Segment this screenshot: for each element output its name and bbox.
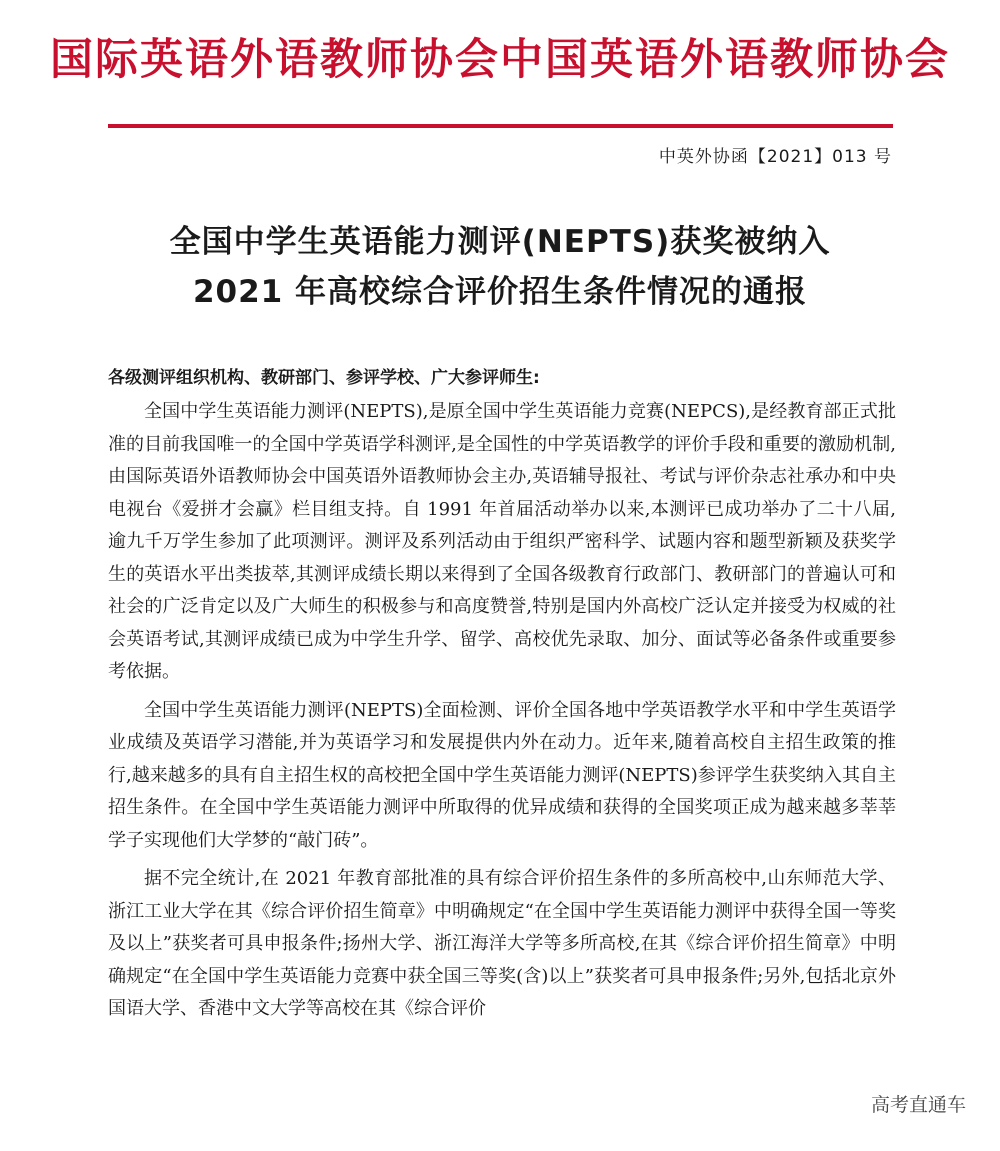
watermark-source-label: 高考直通车 [867, 1088, 970, 1119]
salutation: 各级测评组织机构、教研部门、参评学校、广大参评师生: [108, 368, 540, 388]
letterhead-red-rule [108, 124, 893, 128]
notice-body [108, 396, 896, 1032]
body-paragraph-2: 全国中学生英语能力测评(NEPTS)全面检测、评价全国各地中学英语教学水平和中学生英语学业成绩及英语学习潜能,并为英语学习和发展提供内外在动力。近年来,随着高校自主招生政策的推行,越来越多的具有自主招生权的高校把全国中学生英语能力测评(NEPTS)参评学生获奖纳入其自主招生条件。在全国中学生英语能力测评中所取得的优异成绩和获得的全国奖项正成为越来越多莘莘学子实现他们大学梦的“敲门砖”。 [108, 699, 896, 851]
document-number: 中英外协函【2021】013 号 [658, 147, 892, 167]
body-paragraph-1: 全国中学生英语能力测评(NEPTS),是原全国中学生英语能力竞赛(NEPCS),是经教育部正式批准的目前我国唯一的全国中学英语学科测评,是全国性的中学英语教学的评价手段和重要的激励机制,由国际英语外语教师协会中国英语外语教师协会主办,英语辅导报社、考试与评价杂志社承办和中央电视台《爱拼才会赢》栏目组支持。自 1991 年首届活动举办以来,本测评已成功举办了二十八届,逾九千万学生参加了此项测评。测评及系列活动由于组织严密科学、试题内容和题型新颖及获奖学生的英语水平出类拔萃,其测评成绩长期以来得到了全国各级教育行政部门、教研部门的普遍认可和社会的广泛肯定以及广大师生的积极参与和高度赞誉,特别是国内外高校广泛认定并接受为权威的社会英语考试,其测评成绩已成为中学生升学、留学、高校优先录取、加分、面试等必备条件或重要参考依据。 [108, 401, 896, 682]
notice-title-line-2: 2021 年高校综合评价招生条件情况的通报 [192, 274, 808, 310]
notice-title-line-1: 全国中学生英语能力测评(NEPTS)获奖被纳入 [169, 224, 831, 260]
notice-title [0, 217, 1000, 317]
letterhead-title: 国际英语外语教师协会中国英语外语教师协会 [50, 35, 950, 85]
body-paragraph-3: 据不完全统计,在 2021 年教育部批准的具有综合评价招生条件的多所高校中,山东师范大学、浙江工业大学在其《综合评价招生简章》中明确规定“在全国中学生英语能力测评中获得全国一等奖及以上”获奖者可具申报条件;扬州大学、浙江海洋大学等多所高校,在其《综合评价招生简章》中明确规定“在全国中学生英语能力竞赛中获全国三等奖(含)以上”获奖者可具申报条件;另外,包括北京外国语大学、香港中文大学等高校在其《综合评价 [108, 868, 896, 1019]
